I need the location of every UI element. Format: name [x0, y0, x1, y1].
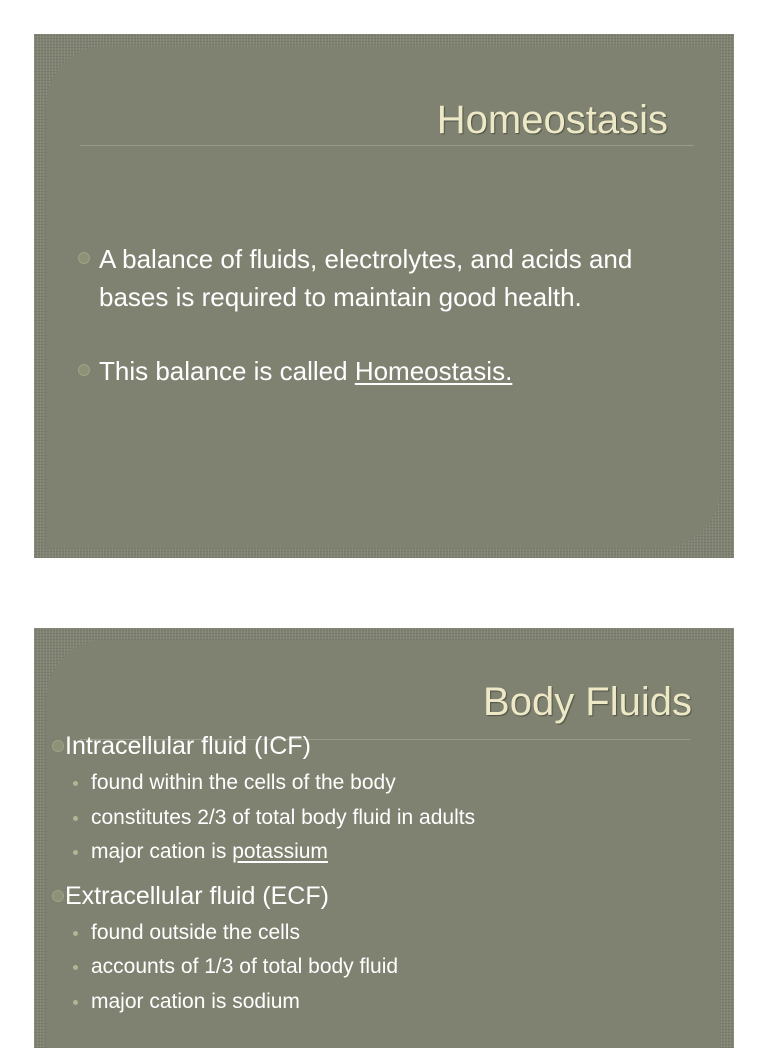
slide-title: Body Fluids	[483, 680, 692, 724]
sub-bullet-list	[65, 916, 712, 1020]
sub-bullet-text: accounts of 1/3 of total body fluid	[91, 955, 399, 978]
slide-homeostasis	[34, 34, 734, 558]
sub-bullet-text: major cation is	[91, 840, 233, 863]
slide-body-fluids	[34, 628, 734, 1048]
sub-bullet-text: found within the cells of the body	[91, 771, 396, 794]
section-heading: Intracellular fluid (ICF)	[65, 732, 311, 760]
sub-bullet-item	[65, 835, 712, 870]
section-item	[52, 876, 712, 1020]
title-divider	[80, 145, 694, 146]
bullet-item	[78, 352, 678, 390]
sub-bullet-dot-icon	[73, 931, 78, 936]
sub-bullet-item	[65, 950, 712, 985]
sub-bullet-text: found outside the cells	[91, 920, 300, 944]
sub-bullet-item	[65, 801, 712, 836]
sub-bullet-item	[65, 766, 712, 801]
underlined-term: Homeostasis.	[354, 356, 513, 386]
bullet-list	[78, 240, 678, 426]
bullet-text: A balance of fluids, electrolytes, and acids and bases is required to maintain good health.	[99, 244, 633, 312]
section-item	[52, 726, 712, 870]
bullet-list	[52, 726, 712, 1025]
sub-bullet-dot-icon	[73, 965, 78, 970]
sub-bullet-dot-icon	[73, 781, 78, 786]
sub-bullet-item	[65, 916, 712, 951]
section-heading: Extracellular fluid (ECF)	[65, 881, 329, 910]
bullet-circle-icon	[52, 740, 64, 752]
underlined-term: potassium	[232, 840, 328, 863]
bullet-circle-icon	[78, 364, 90, 376]
sub-bullet-dot-icon	[73, 816, 78, 821]
bullet-circle-icon	[52, 890, 64, 902]
slide-title: Homeostasis	[436, 98, 668, 142]
bullet-item	[78, 240, 678, 316]
sub-bullet-item	[65, 985, 712, 1020]
sub-bullet-list	[65, 766, 712, 870]
sub-bullet-dot-icon	[73, 850, 78, 855]
bullet-text: This balance is called	[99, 356, 355, 386]
sub-bullet-dot-icon	[73, 1000, 78, 1005]
sub-bullet-text: constitutes 2/3 of total body fluid in adults	[91, 805, 476, 829]
bullet-circle-icon	[78, 252, 90, 264]
sub-bullet-text: major cation is sodium	[91, 989, 300, 1013]
